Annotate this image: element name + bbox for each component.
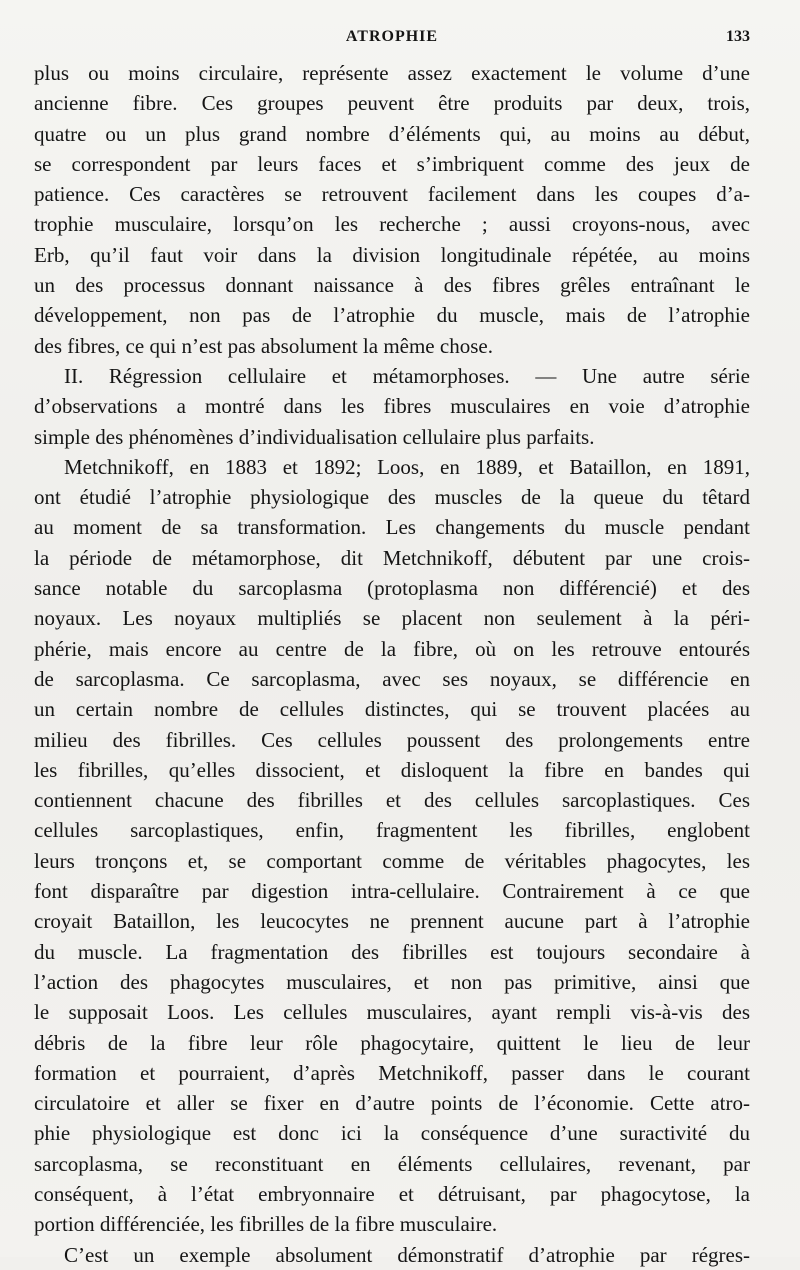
text-line: sarcoplasma, se reconstituant en éléments cellulaires, revenant, par [34, 1151, 750, 1176]
text-line: se correspondent par leurs faces et s’imbriquent comme des jeux de [34, 151, 750, 176]
text-line: C’est un exemple absolument démonstratif d’atrophie par régres- [64, 1242, 750, 1267]
running-head: ATROPHIE [345, 28, 439, 45]
text-line: des fibres, ce qui n’est pas absolument la même chose. [34, 333, 493, 358]
text-line: formation et pourraient, d’après Metchnikoff, passer dans le courant [34, 1060, 750, 1085]
text-line: débris de la fibre leur rôle phagocytaire, quittent le lieu de leur [34, 1030, 750, 1055]
text-line: le supposait Loos. Les cellules musculaires, ayant rempli vis-à-vis des [34, 1000, 750, 1025]
page-header [34, 28, 750, 52]
text-line: patience. Ces caractères se retrouvent facilement dans les coupes d’a- [34, 182, 750, 207]
text-line: les fibrilles, qu’elles dissocient, et disloquent la fibre en bandes qui [34, 757, 750, 782]
text-line: Erb, qu’il faut voir dans la division longitudinale répétée, au moins [34, 242, 750, 267]
text-line: croyait Bataillon, les leucocytes ne prennent aucune part à l’atrophie [34, 909, 750, 934]
text-line: la période de métamorphose, dit Metchnikoff, débutent par une crois- [34, 545, 750, 570]
text-line: cellules sarcoplastiques, enfin, fragmentent les fibrilles, englobent [34, 818, 750, 843]
text-line: quatre ou un plus grand nombre d’éléments qui, au moins au début, [34, 121, 750, 146]
text-line: milieu des fibrilles. Ces cellules poussent des prolongements entre [34, 727, 750, 752]
text-line: de sarcoplasma. Ce sarcoplasma, avec ses noyaux, se différencie en [34, 666, 750, 691]
text-line: circulatoire et aller se fixer en d’autre points de l’économie. Cette atro- [34, 1091, 750, 1116]
text-line: du muscle. La fragmentation des fibrilles est toujours secondaire à [34, 939, 750, 964]
text-line: ancienne fibre. Ces groupes peuvent être produits par deux, trois, [34, 91, 750, 116]
text-line: un certain nombre de cellules distinctes, qui se trouvent placées au [34, 697, 750, 722]
text-line: leurs tronçons et, se comportant comme de véritables phagocytes, les [34, 848, 750, 873]
text-line: sance notable du sarcoplasma (protoplasma non différencié) et des [34, 576, 750, 601]
text-line: développement, non pas de l’atrophie du muscle, mais de l’atrophie [34, 303, 750, 328]
text-line: noyaux. Les noyaux multipliés se placent non seulement à la péri- [34, 606, 750, 631]
text-line: conséquent, à l’état embryonnaire et détruisant, par phagocytose, la [34, 1181, 750, 1206]
text-line: trophie musculaire, lorsqu’on les recherche ; aussi croyons-nous, avec [34, 212, 750, 237]
text-body [34, 58, 750, 1270]
section-heading-line: II. Régression cellulaire et métamorphoses. — Une autre série [64, 363, 750, 388]
text-line: phérie, mais encore au centre de la fibre, où on les retrouve entourés [34, 636, 750, 661]
text-line: simple des phénomènes d’individualisation cellulaire plus parfaits. [34, 424, 595, 449]
text-line: au moment de sa transformation. Les changements du muscle pendant [34, 515, 750, 540]
text-line: ont étudié l’atrophie physiologique des muscles de la queue du têtard [34, 485, 750, 510]
text-line: d’observations a montré dans les fibres musculaires en voie d’atrophie [34, 394, 750, 419]
text-line: font disparaître par digestion intra-cellulaire. Contrairement à ce que [34, 879, 750, 904]
text-line: portion différenciée, les fibrilles de la fibre musculaire. [34, 1212, 498, 1237]
text-line: plus ou moins circulaire, représente assez exactement le volume d’une [34, 61, 750, 85]
page-number: 133 [726, 28, 750, 45]
text-line: contiennent chacune des fibrilles et des cellules sarcoplastiques. Ces [34, 788, 750, 813]
text-line: phie physiologique est donc ici la conséquence d’une suractivité du [34, 1121, 750, 1146]
text-line: Metchnikoff, en 1883 et 1892; Loos, en 1889, et Bataillon, en 1891, [64, 454, 750, 479]
text-line: un des processus donnant naissance à des fibres grêles entraînant le [34, 273, 750, 298]
text-line: l’action des phagocytes musculaires, et non pas primitive, ainsi que [34, 969, 750, 994]
